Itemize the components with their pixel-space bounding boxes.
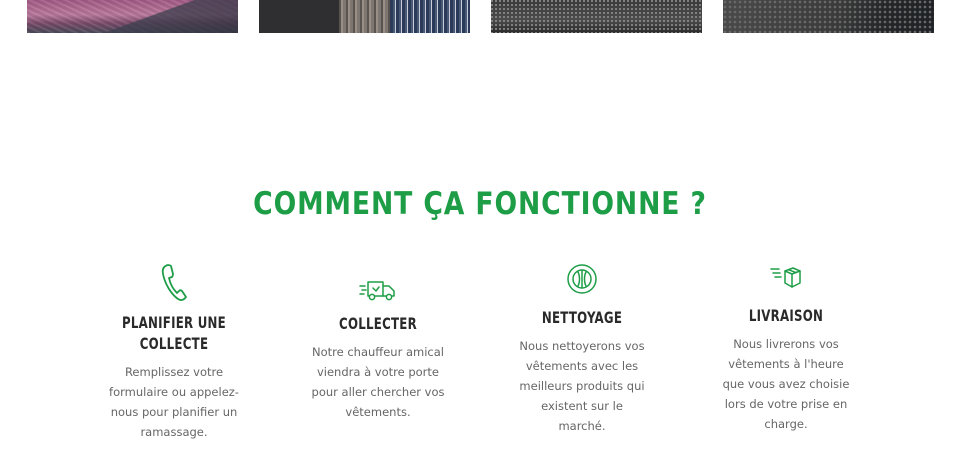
step-title: COLLECTER [339,314,417,333]
step-description: Notre chauffeur amical viendra à votre porte pour aller chercher vos vêtements. [311,345,445,419]
package-delivery-icon [769,263,803,293]
step-title: PLANIFIER UNE COLLECTE [121,313,227,353]
gallery-image-striped-fabric[interactable] [259,0,470,33]
gallery-image-dark-fabric[interactable] [723,0,934,33]
how-it-works-title: COMMENT ÇA FONCTIONNE ? [253,186,707,222]
step-collect [298,277,458,422]
step-description: Nous livrerons vos vêtements à l'heure que vous avez choisie lors de votre prise en charge. [722,337,850,431]
phone-icon [159,262,189,302]
step-title: LIVRAISON [748,306,824,325]
washing-icon [566,263,598,295]
gallery-image-pink-fabric[interactable] [27,0,238,33]
step-description: Remplissez votre formulaire ou appelez-nous pour planifier un ramassage. [109,365,239,439]
fabric-gallery [27,0,934,33]
delivery-truck-icon [359,277,397,303]
step-cleaning [502,263,662,436]
gallery-image-textured-fabric[interactable] [491,0,702,33]
step-delivery [706,263,866,434]
step-schedule-pickup [94,262,254,442]
step-title: NETTOYAGE [541,308,623,327]
step-description: Nous nettoyerons vos vêtements avec les meilleurs produits qui existent sur le marché. [519,339,645,433]
